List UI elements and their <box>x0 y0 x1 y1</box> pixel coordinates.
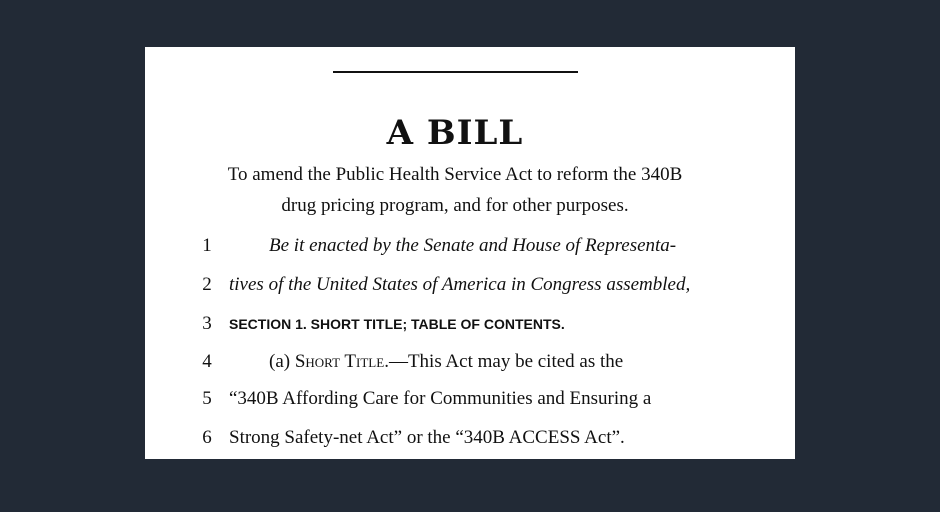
bill-line <box>145 427 795 457</box>
line-number: 6 <box>202 427 212 448</box>
enacting-clause-continued: tives of the United States of America in Congress assembled, <box>229 274 691 295</box>
top-rule <box>333 71 578 73</box>
section-heading: SECTION 1. SHORT TITLE; TABLE OF CONTENTS. <box>229 316 565 332</box>
line-number: 2 <box>202 274 212 295</box>
short-title-label: Short Title <box>294 351 385 372</box>
bill-line <box>145 351 795 381</box>
short-title-text: .—This Act may be cited as the <box>384 351 624 372</box>
purpose-line-1: To amend the Public Health Service Act to reform the 340B <box>227 164 683 185</box>
act-name-line-continued: Strong Safety-net Act” or the “340B ACCESS Act”. <box>229 427 625 448</box>
line-number: 5 <box>202 388 212 409</box>
bill-line <box>145 274 795 304</box>
bill-line <box>145 388 795 418</box>
act-name-line: “340B Affording Care for Communities and Ensuring a <box>229 388 652 409</box>
line-number: 3 <box>202 313 212 334</box>
paragraph-marker: (a) <box>269 351 295 372</box>
bill-line <box>145 313 795 343</box>
bill-line <box>145 235 795 265</box>
short-title-paragraph <box>269 351 623 373</box>
line-number: 4 <box>202 351 212 372</box>
bill-page <box>145 47 795 459</box>
line-number: 1 <box>202 235 212 256</box>
enacting-clause: Be it enacted by the Senate and House of Representa- <box>269 235 677 256</box>
purpose-line-2: drug pricing program, and for other purposes. <box>281 195 629 216</box>
bill-heading: A BILL <box>386 113 524 153</box>
